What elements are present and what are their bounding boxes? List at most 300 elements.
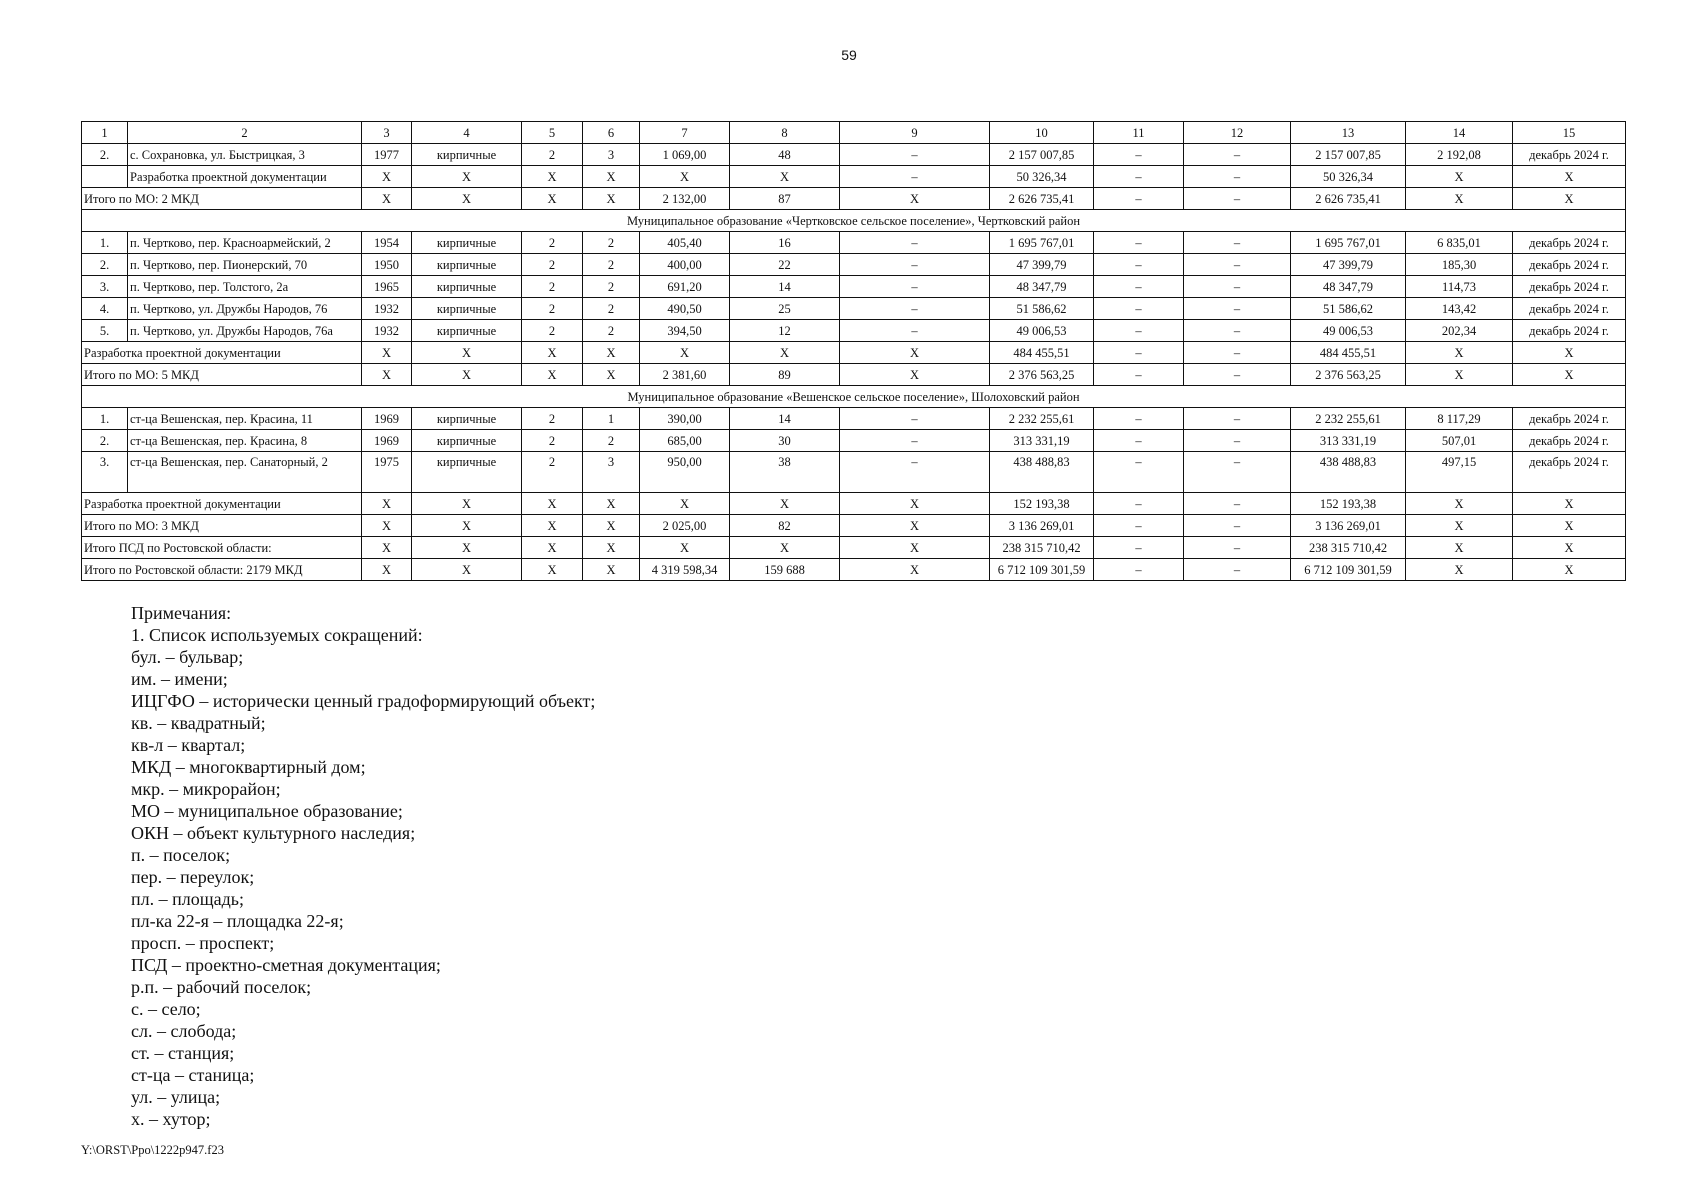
table-cell: 50 326,34	[990, 166, 1094, 188]
table-cell: Х	[412, 166, 522, 188]
table-cell: –	[1184, 408, 1291, 430]
table-cell: Х	[412, 493, 522, 515]
table-cell: Х	[840, 188, 990, 210]
table-cell: 49 006,53	[990, 320, 1094, 342]
table-cell: 2	[583, 276, 640, 298]
table-cell: 4.	[82, 298, 128, 320]
table-cell: 6 835,01	[1406, 232, 1513, 254]
table-cell: Х	[583, 342, 640, 364]
table-cell: с. Сохрановка, ул. Быстрицкая, 3	[128, 144, 362, 166]
table-cell: Х	[583, 515, 640, 537]
table-cell: –	[1184, 166, 1291, 188]
table-cell: Разработка проектной документации	[82, 342, 362, 364]
table-cell: кирпичные	[412, 276, 522, 298]
table-cell: Х	[362, 166, 412, 188]
table-cell: 2 232 255,61	[1291, 408, 1406, 430]
table-cell: 114,73	[1406, 276, 1513, 298]
table-row	[82, 320, 1626, 342]
table-cell: 48	[730, 144, 840, 166]
table-cell: Х	[583, 364, 640, 386]
table-cell: Х	[1406, 188, 1513, 210]
table-cell: 950,00	[640, 452, 730, 493]
table-row	[82, 430, 1626, 452]
table-cell: 5	[522, 122, 583, 144]
table-cell: –	[1184, 537, 1291, 559]
table-cell: 143,42	[1406, 298, 1513, 320]
table-cell: –	[840, 276, 990, 298]
table-cell: Х	[730, 493, 840, 515]
table-cell: 89	[730, 364, 840, 386]
table-cell: кирпичные	[412, 452, 522, 493]
table-cell: –	[1184, 320, 1291, 342]
table-cell: Х	[1406, 559, 1513, 581]
table-cell: Х	[522, 515, 583, 537]
table-cell: –	[1184, 493, 1291, 515]
total-row	[82, 342, 1626, 364]
table-cell: Х	[522, 342, 583, 364]
table-cell: 2 157 007,85	[1291, 144, 1406, 166]
table-cell: –	[1184, 452, 1291, 493]
table-cell: 16	[730, 232, 840, 254]
table-cell: Итого по МО: 2 МКД	[82, 188, 362, 210]
table-cell: 7	[640, 122, 730, 144]
table-cell: 2	[583, 254, 640, 276]
table-cell: 185,30	[1406, 254, 1513, 276]
table-cell: Х	[1513, 537, 1626, 559]
table-cell: Х	[840, 342, 990, 364]
housing-repair-table	[81, 121, 1626, 581]
table-cell: –	[1094, 515, 1184, 537]
table-cell: 2	[522, 254, 583, 276]
table-cell: 51 586,62	[1291, 298, 1406, 320]
table-cell: Х	[1513, 342, 1626, 364]
table-cell: –	[1184, 188, 1291, 210]
note-line: им. – имени;	[131, 669, 228, 689]
table-cell: 2	[522, 430, 583, 452]
section-header-row	[82, 210, 1626, 232]
table-cell: Х	[840, 559, 990, 581]
table-cell: Х	[640, 493, 730, 515]
note-line: ст-ца – станица;	[131, 1065, 255, 1085]
table-cell: 2 157 007,85	[990, 144, 1094, 166]
notes-section	[131, 602, 595, 1130]
table-cell: –	[1094, 559, 1184, 581]
table-cell: –	[1094, 537, 1184, 559]
table-cell: –	[1094, 493, 1184, 515]
table-cell: –	[1184, 430, 1291, 452]
table-row	[82, 254, 1626, 276]
table-cell: Итого по МО: 3 МКД	[82, 515, 362, 537]
table-cell: 1	[82, 122, 128, 144]
table-cell: 390,00	[640, 408, 730, 430]
table-cell: –	[1184, 559, 1291, 581]
table-cell: 25	[730, 298, 840, 320]
table-cell: 152 193,38	[1291, 493, 1406, 515]
table-cell: 1.	[82, 232, 128, 254]
table-cell: Х	[1406, 342, 1513, 364]
table-cell: 202,34	[1406, 320, 1513, 342]
table-cell: кирпичные	[412, 254, 522, 276]
table-cell: –	[840, 430, 990, 452]
table-cell: 497,15	[1406, 452, 1513, 493]
table-cell: Х	[640, 537, 730, 559]
table-row	[82, 298, 1626, 320]
table-cell: Х	[640, 166, 730, 188]
table-cell: Х	[730, 537, 840, 559]
table-cell: п. Чертково, пер. Пионерский, 70	[128, 254, 362, 276]
table-cell: 394,50	[640, 320, 730, 342]
table-cell: –	[840, 232, 990, 254]
table-cell: 2	[522, 276, 583, 298]
table-row	[82, 232, 1626, 254]
total-row	[82, 188, 1626, 210]
table-cell: –	[840, 452, 990, 493]
table-cell: 3.	[82, 452, 128, 493]
table-cell: 49 006,53	[1291, 320, 1406, 342]
table-cell: Х	[522, 559, 583, 581]
table-cell: 50 326,34	[1291, 166, 1406, 188]
table-cell: 2.	[82, 430, 128, 452]
table-cell: кирпичные	[412, 298, 522, 320]
table-cell: 1932	[362, 320, 412, 342]
table-cell: –	[1184, 254, 1291, 276]
table-cell: Х	[1406, 166, 1513, 188]
note-line: р.п. – рабочий поселок;	[131, 977, 312, 997]
table-cell: –	[840, 254, 990, 276]
table-cell: декабрь 2024 г.	[1513, 452, 1626, 493]
table-cell: –	[1094, 430, 1184, 452]
table-cell: –	[1094, 452, 1184, 493]
table-cell: –	[1094, 364, 1184, 386]
table-cell: Х	[412, 559, 522, 581]
table-cell: ст-ца Вешенская, пер. Красина, 11	[128, 408, 362, 430]
table-cell: 14	[1406, 122, 1513, 144]
table-cell: 1	[583, 408, 640, 430]
table-cell: 2 381,60	[640, 364, 730, 386]
table-cell: –	[1184, 364, 1291, 386]
table-cell: 87	[730, 188, 840, 210]
table-cell: Х	[840, 537, 990, 559]
table-cell: 2 025,00	[640, 515, 730, 537]
table-cell: Муниципальное образование «Чертковское сельское поселение», Чертковский район	[82, 210, 1626, 232]
table-cell: 14	[730, 408, 840, 430]
table-cell: кирпичные	[412, 430, 522, 452]
table-cell: Муниципальное образование «Вешенское сельское поселение», Шолоховский район	[82, 386, 1626, 408]
table-cell: п. Чертково, ул. Дружбы Народов, 76а	[128, 320, 362, 342]
table-cell: 2.	[82, 144, 128, 166]
table-cell: 8	[730, 122, 840, 144]
table-cell: декабрь 2024 г.	[1513, 408, 1626, 430]
table-cell: 3.	[82, 276, 128, 298]
table-cell: Х	[522, 537, 583, 559]
table-cell: 1932	[362, 298, 412, 320]
note-line: пл-ка 22-я – площадка 22-я;	[131, 911, 344, 931]
table-cell: Х	[583, 493, 640, 515]
total-row	[82, 493, 1626, 515]
table-cell: Х	[1513, 515, 1626, 537]
table-cell: декабрь 2024 г.	[1513, 254, 1626, 276]
table-cell: –	[1094, 298, 1184, 320]
table-cell: 8 117,29	[1406, 408, 1513, 430]
table-cell: Разработка проектной документации	[128, 166, 362, 188]
table-cell: 1.	[82, 408, 128, 430]
table-cell: –	[1184, 276, 1291, 298]
table-cell: 1 069,00	[640, 144, 730, 166]
page-number: 59	[841, 47, 857, 63]
table-cell: Х	[522, 493, 583, 515]
note-line: бул. – бульвар;	[131, 647, 244, 667]
table-cell: декабрь 2024 г.	[1513, 430, 1626, 452]
total-row	[82, 559, 1626, 581]
table-cell: 2 626 735,41	[1291, 188, 1406, 210]
table-cell: 405,40	[640, 232, 730, 254]
table-cell: 2	[522, 298, 583, 320]
note-line: 1. Список используемых сокращений:	[131, 625, 423, 645]
table-cell: –	[1094, 408, 1184, 430]
table-cell: Х	[640, 342, 730, 364]
table-cell: 2	[128, 122, 362, 144]
table-cell: Х	[362, 364, 412, 386]
table-cell: 6	[583, 122, 640, 144]
table-cell: декабрь 2024 г.	[1513, 144, 1626, 166]
table-cell: 3	[583, 144, 640, 166]
table-cell: 11	[1094, 122, 1184, 144]
table-cell: 2	[583, 430, 640, 452]
table-cell: 13	[1291, 122, 1406, 144]
note-line: МО – муниципальное образование;	[131, 801, 403, 821]
table-cell: 2 626 735,41	[990, 188, 1094, 210]
table-cell: Х	[522, 166, 583, 188]
table-cell: 238 315 710,42	[1291, 537, 1406, 559]
table-cell: 12	[730, 320, 840, 342]
table-cell: 15	[1513, 122, 1626, 144]
table-cell: –	[1094, 342, 1184, 364]
table-cell: кирпичные	[412, 320, 522, 342]
table-cell: Х	[362, 559, 412, 581]
table-cell: 48 347,79	[1291, 276, 1406, 298]
table-cell: 1969	[362, 430, 412, 452]
table-cell: Х	[412, 537, 522, 559]
table-cell: 152 193,38	[990, 493, 1094, 515]
table-cell: Х	[412, 342, 522, 364]
table-cell: –	[1184, 144, 1291, 166]
table-cell: 22	[730, 254, 840, 276]
table-cell: ст-ца Вешенская, пер. Санаторный, 2	[128, 452, 362, 493]
table-cell: –	[1094, 254, 1184, 276]
table-cell: Х	[1513, 559, 1626, 581]
table-cell: 47 399,79	[1291, 254, 1406, 276]
table-cell: 2 376 563,25	[990, 364, 1094, 386]
table-cell: 38	[730, 452, 840, 493]
table-cell: 1 695 767,01	[990, 232, 1094, 254]
table-cell: декабрь 2024 г.	[1513, 298, 1626, 320]
table-cell: Х	[412, 364, 522, 386]
table-cell: Х	[840, 515, 990, 537]
table-cell: 9	[840, 122, 990, 144]
table-cell: 4	[412, 122, 522, 144]
table-cell: 1965	[362, 276, 412, 298]
table-cell: Х	[583, 537, 640, 559]
table-cell: –	[840, 408, 990, 430]
table-cell: Х	[730, 342, 840, 364]
table-cell: 484 455,51	[990, 342, 1094, 364]
table-cell: Х	[1406, 493, 1513, 515]
table-cell: –	[1184, 515, 1291, 537]
table-cell: п. Чертково, пер. Красноармейский, 2	[128, 232, 362, 254]
table-cell: кирпичные	[412, 144, 522, 166]
note-line: кв. – квадратный;	[131, 713, 266, 733]
table-cell: 691,20	[640, 276, 730, 298]
note-line: ПСД – проектно-сметная документация;	[131, 955, 441, 975]
table-cell: Х	[522, 188, 583, 210]
table-cell: 490,50	[640, 298, 730, 320]
table-cell: –	[840, 298, 990, 320]
table-cell: 3 136 269,01	[1291, 515, 1406, 537]
table-cell: 6 712 109 301,59	[990, 559, 1094, 581]
table-cell: Х	[362, 515, 412, 537]
table-cell: Х	[362, 342, 412, 364]
table-cell: –	[1094, 232, 1184, 254]
table-cell: Х	[1513, 188, 1626, 210]
note-line: просп. – проспект;	[131, 933, 275, 953]
table-cell: 2.	[82, 254, 128, 276]
table-cell: 2 232 255,61	[990, 408, 1094, 430]
note-line: ОКН – объект культурного наследия;	[131, 823, 416, 843]
table-cell: 12	[1184, 122, 1291, 144]
table-cell: –	[1094, 166, 1184, 188]
note-line: ст. – станция;	[131, 1043, 235, 1063]
table-cell: 47 399,79	[990, 254, 1094, 276]
table-cell: 2	[522, 408, 583, 430]
table-cell: Х	[840, 493, 990, 515]
table-cell: п. Чертково, пер. Толстого, 2а	[128, 276, 362, 298]
table-cell: Х	[522, 364, 583, 386]
table-cell: 3	[362, 122, 412, 144]
total-row	[82, 515, 1626, 537]
table-cell: Х	[730, 166, 840, 188]
note-line: кв-л – квартал;	[131, 735, 246, 755]
table-cell: 313 331,19	[990, 430, 1094, 452]
table-cell: 2 192,08	[1406, 144, 1513, 166]
table-cell: Х	[583, 188, 640, 210]
table-cell: Х	[583, 166, 640, 188]
table-cell: 2	[522, 452, 583, 493]
table-cell: Итого по МО: 5 МКД	[82, 364, 362, 386]
table-cell: 438 488,83	[990, 452, 1094, 493]
table-cell: –	[1094, 320, 1184, 342]
table-cell: 1975	[362, 452, 412, 493]
table-cell: Х	[1406, 515, 1513, 537]
table-cell: –	[1094, 188, 1184, 210]
table-cell: 400,00	[640, 254, 730, 276]
total-row	[82, 537, 1626, 559]
table-cell: Х	[362, 188, 412, 210]
table-cell: Х	[412, 188, 522, 210]
note-line: пл. – площадь;	[131, 889, 244, 909]
table-cell: п. Чертково, ул. Дружбы Народов, 76	[128, 298, 362, 320]
table-cell: декабрь 2024 г.	[1513, 276, 1626, 298]
table-cell: 484 455,51	[1291, 342, 1406, 364]
table-cell: 2	[583, 320, 640, 342]
table-cell: Х	[1513, 364, 1626, 386]
table-cell: 507,01	[1406, 430, 1513, 452]
table-cell	[82, 166, 128, 188]
table-cell: ст-ца Вешенская, пер. Красина, 8	[128, 430, 362, 452]
table-cell: –	[1094, 276, 1184, 298]
table-cell: Х	[583, 559, 640, 581]
table-cell: 3	[583, 452, 640, 493]
table-cell: Х	[412, 515, 522, 537]
table-cell: 2	[522, 144, 583, 166]
section-header-row	[82, 386, 1626, 408]
table-cell: Х	[362, 493, 412, 515]
table-cell: 3 136 269,01	[990, 515, 1094, 537]
table-cell: декабрь 2024 г.	[1513, 320, 1626, 342]
table-cell: 48 347,79	[990, 276, 1094, 298]
table-cell: 51 586,62	[990, 298, 1094, 320]
table-cell: Х	[1513, 493, 1626, 515]
table-row	[82, 166, 1626, 188]
table-cell: 238 315 710,42	[990, 537, 1094, 559]
note-line: х. – хутор;	[131, 1109, 211, 1129]
table-cell: 1 695 767,01	[1291, 232, 1406, 254]
table-cell: 2	[583, 232, 640, 254]
note-line: п. – поселок;	[131, 845, 231, 865]
note-line: с. – село;	[131, 999, 201, 1019]
table-cell: 1977	[362, 144, 412, 166]
table-cell: Разработка проектной документации	[82, 493, 362, 515]
table-cell: Итого ПСД по Ростовской области:	[82, 537, 362, 559]
note-line: ул. – улица;	[131, 1087, 221, 1107]
table-cell: кирпичные	[412, 232, 522, 254]
table-row	[82, 276, 1626, 298]
table-row	[82, 408, 1626, 430]
table-cell: 2	[522, 232, 583, 254]
table-cell: 10	[990, 122, 1094, 144]
table-cell: 4 319 598,34	[640, 559, 730, 581]
table-cell: Х	[840, 364, 990, 386]
table-cell: Х	[1513, 166, 1626, 188]
table-cell: 2	[583, 298, 640, 320]
table-cell: 313 331,19	[1291, 430, 1406, 452]
table-cell: 82	[730, 515, 840, 537]
table-cell: 5.	[82, 320, 128, 342]
note-line: мкр. – микрорайон;	[131, 779, 281, 799]
table-cell: –	[1184, 342, 1291, 364]
note-line: сл. – слобода;	[131, 1021, 237, 1041]
table-cell: Итого по Ростовской области: 2179 МКД	[82, 559, 362, 581]
total-row	[82, 364, 1626, 386]
table-row	[82, 452, 1626, 493]
table-cell: 2 132,00	[640, 188, 730, 210]
table-cell: –	[840, 166, 990, 188]
table-cell: Х	[362, 537, 412, 559]
note-line: МКД – многоквартирный дом;	[131, 757, 366, 777]
file-path-footer: Y:\ORST\Ppo\1222p947.f23	[81, 1143, 224, 1157]
table-cell: кирпичные	[412, 408, 522, 430]
table-cell: декабрь 2024 г.	[1513, 232, 1626, 254]
table-row	[82, 144, 1626, 166]
table-cell: 14	[730, 276, 840, 298]
table-cell: 159 688	[730, 559, 840, 581]
table-cell: 1969	[362, 408, 412, 430]
table-cell: –	[840, 320, 990, 342]
table-header-row	[82, 122, 1626, 144]
table-cell: –	[1184, 298, 1291, 320]
table-cell: 438 488,83	[1291, 452, 1406, 493]
table-cell: –	[1184, 232, 1291, 254]
table-cell: 2 376 563,25	[1291, 364, 1406, 386]
